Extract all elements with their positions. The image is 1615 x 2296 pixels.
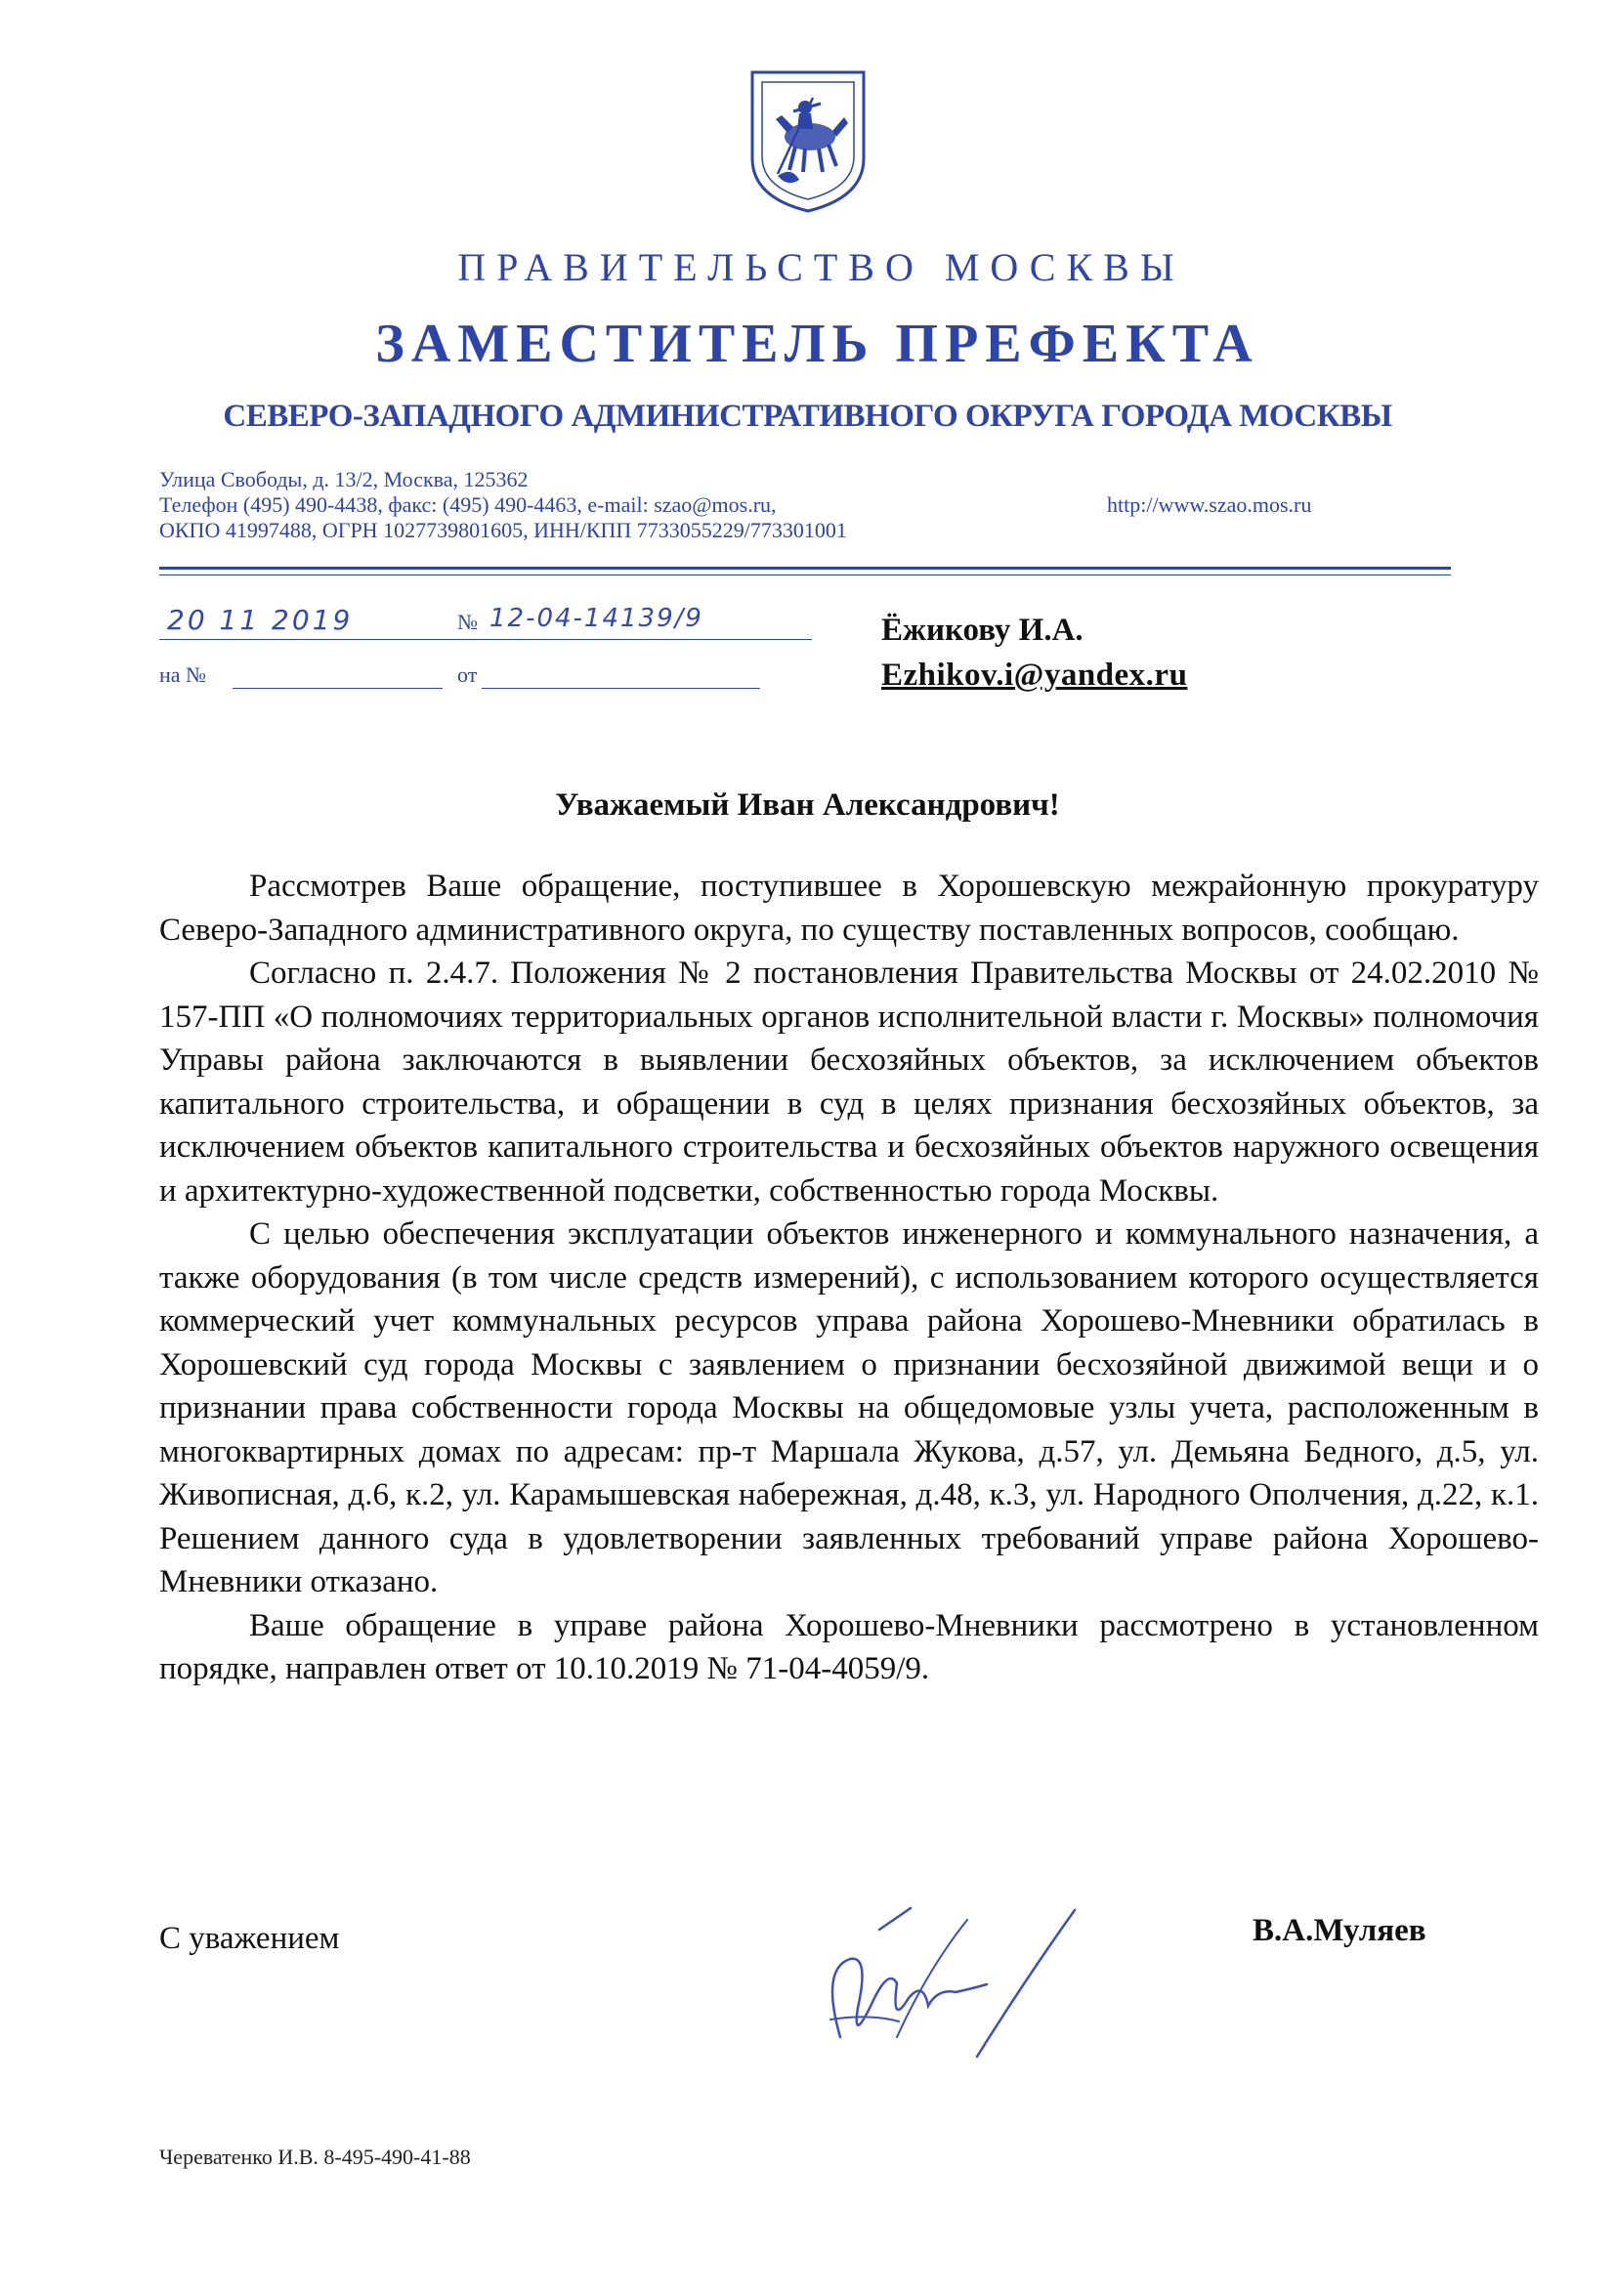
- addressee-email[interactable]: Ezhikov.i@yandex.ru: [881, 658, 1188, 693]
- incoming-date-label: от: [457, 662, 478, 687]
- handwritten-signature: [782, 1891, 1104, 2076]
- body-paragraph: С целью обеспечения эксплуатации объектов инженерного и коммунального назначения, а также оборудования (в том числе средств измерений), с использованием которого осуществляется коммерческий учет коммунальных ресурсов управа района Хорошево-Мневники обратилась в Хорошевский суд города Москвы с заявлением о признании бесхозяйной движимой вещи и о признании права собственности города Москвы на общедомовые узлы учета, расположенным в многоквартирных домах по адресам: пр-т Маршала Жукова, д.57, ул. Демьяна Бедного, д.5, ул. Живописная, д.6, к.2, ул. Карамышевская набережная, д.48, к.3, ул. Народного Ополчения, д.22, к.1. Решением данного суда в удовлетворении заявленных требований управе района Хорошево-Мневники отказано.: [159, 1216, 1539, 1599]
- letterhead-contacts: [159, 467, 1371, 543]
- letterhead-registry: ОКПО 41997488, ОГРН 1027739801605, ИНН/КПП 7733055229/773301001: [159, 518, 847, 542]
- letterhead-position: ЗАМЕСТИТЕЛЬ ПРЕФЕКТА: [375, 314, 1259, 374]
- letterhead-website[interactable]: http://www.szao.mos.ru: [1107, 492, 1312, 517]
- signer-name: В.А.Муляев: [1253, 1913, 1426, 1948]
- letterhead-okrug: СЕВЕРО-ЗАПАДНОГО АДМИНИСТРАТИВНОГО ОКРУГА ГОРОДА МОСКВЫ: [223, 399, 1392, 434]
- addressee-name: Ёжикову И.А.: [881, 613, 1084, 648]
- registration-block: [159, 604, 824, 702]
- outgoing-date: 20 11 2019: [167, 604, 354, 636]
- closing-phrase: С уважением: [159, 1921, 340, 1956]
- registration-underline: [159, 639, 812, 640]
- body-paragraph: Согласно п. 2.4.7. Положения № 2 постановления Правительства Москвы от 24.02.2010 № 157-ПП «О полномочиях территориальных органов исполнительной власти г. Москвы» полномочия Управы района заключаются в выявлении бесхозяйных объектов, за исключением объектов капитального строительства, и обращении в суд в целях признания бесхозяйных объектов, за исключением объектов капитального строительства и бесхозяйных объектов наружного освещения и архитектурно-художественной подсветки, собственностью города Москвы.: [159, 956, 1539, 1209]
- moscow-coat-of-arms-icon: [748, 68, 868, 215]
- letterhead-divider: [159, 567, 1451, 570]
- incoming-date-line: [482, 688, 760, 689]
- executor-contact: Череватенко И.В. 8-495-490-41-88: [159, 2145, 471, 2169]
- incoming-number-line: [233, 688, 443, 689]
- letterhead-government: ПРАВИТЕЛЬСТВО МОСКВЫ: [457, 245, 1185, 289]
- letter-body: [159, 865, 1539, 1691]
- addressee-block: [881, 608, 1187, 698]
- incoming-number-label: на №: [159, 662, 207, 687]
- letterhead-phones: Телефон (495) 490-4438, факс: (495) 490-4463, e-mail: szao@mos.ru,: [159, 492, 777, 517]
- body-paragraph: Ваше обращение в управе района Хорошево-Мневники рассмотрено в установленном порядке, направлен ответ от 10.10.2019 № 71-04-4059/9.: [159, 1607, 1539, 1686]
- outgoing-number: 12-04-14139/9: [489, 604, 703, 633]
- body-paragraph: Рассмотрев Ваше обращение, поступившее в Хорошевскую межрайонную прокуратуру Северо-Западного административного округа, по существу поставленных вопросов, сообщаю.: [159, 869, 1539, 948]
- salutation: Уважаемый Иван Александрович!: [555, 787, 1060, 823]
- letterhead-divider-thin: [159, 574, 1451, 575]
- letterhead-address: Улица Свободы, д. 13/2, Москва, 125362: [159, 467, 529, 491]
- number-sign: №: [457, 610, 478, 634]
